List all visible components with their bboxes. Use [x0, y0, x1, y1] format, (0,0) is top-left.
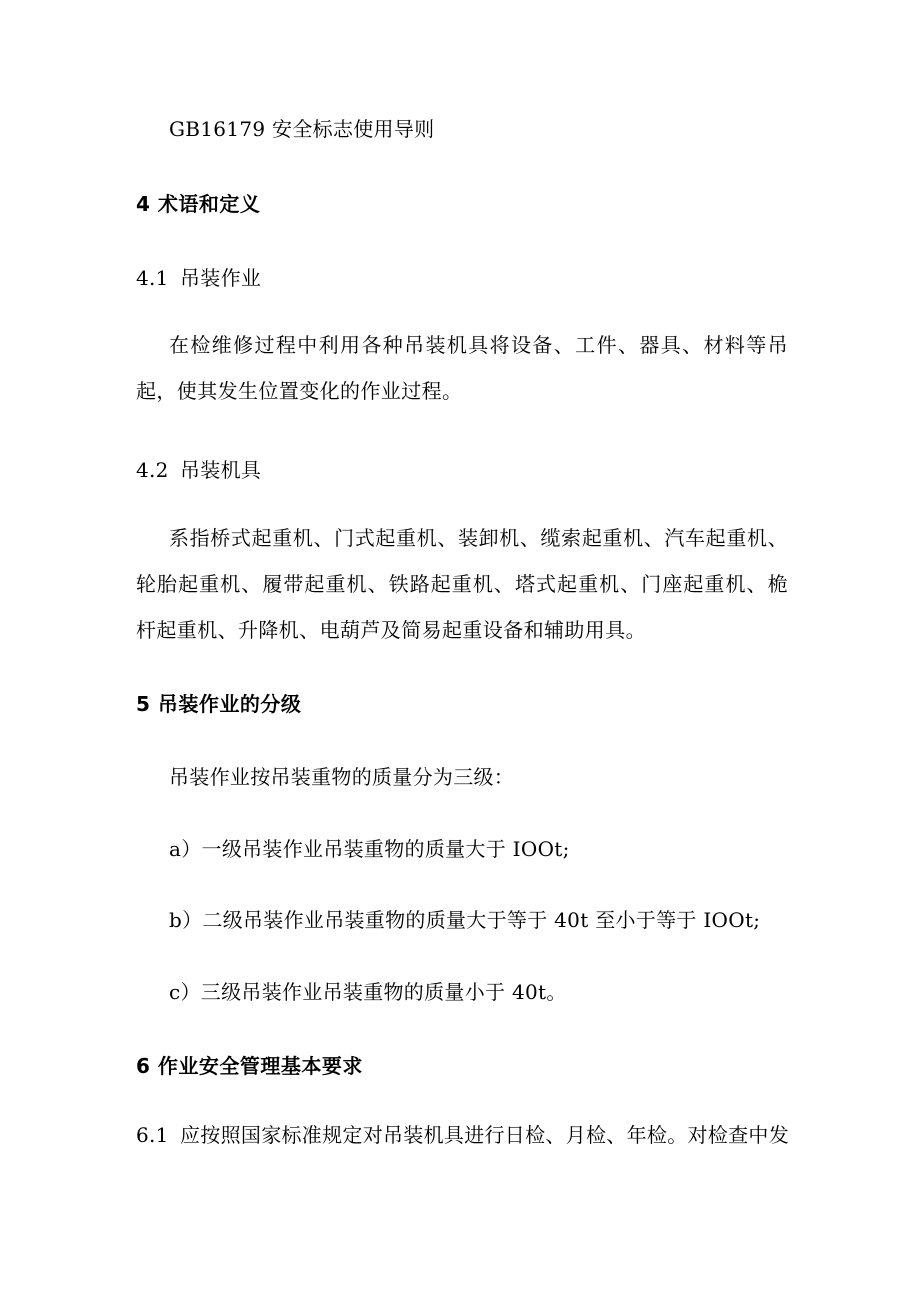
- grade-item-a: a）一级吊装作业吊装重物的质量大于 IOOt;: [169, 837, 570, 861]
- clause-number: 6.1: [136, 1123, 169, 1147]
- term-name: 吊装作业: [180, 266, 262, 290]
- section-5-intro: 吊装作业按吊装重物的质量分为三级：: [169, 765, 515, 789]
- term-4-1-heading: [136, 266, 261, 290]
- term-4-2-definition: 系指桥式起重机、门式起重机、装卸机、缆索起重机、汽车起重机、轮胎起重机、履带起重机、铁路起重机、塔式起重机、门座起重机、桅杆起重机、升降机、电葫芦及简易起重设备和辅助用具。: [136, 526, 788, 642]
- section-4-heading: 4 术语和定义: [136, 192, 261, 216]
- term-number: 4.1: [136, 266, 169, 290]
- term-name: 吊装机具: [180, 458, 262, 482]
- section-6-heading: 6 作业安全管理基本要求: [136, 1054, 363, 1078]
- term-4-2-heading: [136, 458, 261, 482]
- section-5-heading: 5 吊装作业的分级: [136, 692, 302, 716]
- grade-item-b: b）二级吊装作业吊装重物的质量大于等于 40t 至小于等于 IOOt;: [169, 908, 761, 932]
- standard-reference: GB16179 安全标志使用导则: [169, 117, 435, 141]
- grade-item-c: c）三级吊装作业吊装重物的质量小于 40t。: [169, 980, 567, 1004]
- term-4-1-definition: 在检维修过程中利用各种吊装机具将设备、工件、器具、材料等吊起，使其发生位置变化的作业过程。: [136, 333, 788, 403]
- clause-text: 应按照国家标准规定对吊装机具进行日检、月检、年检。对检查中发: [180, 1123, 789, 1147]
- clause-6-1: [136, 1123, 789, 1147]
- term-number: 4.2: [136, 458, 169, 482]
